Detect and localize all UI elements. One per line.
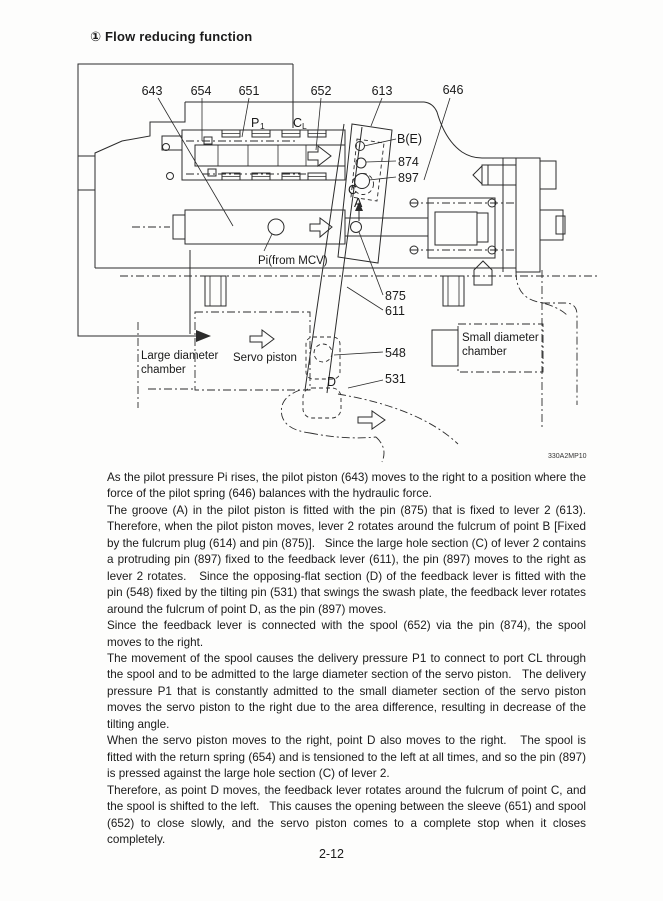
callout-643: 643 — [141, 84, 163, 98]
tilting-pin-531 — [303, 388, 341, 418]
callout-652: 652 — [310, 84, 332, 98]
callout-646: 646 — [442, 83, 464, 97]
port-labels — [251, 116, 307, 131]
paragraph-5: When the servo piston moves to the right, point D also moves to the right. The spool is fitted with the return spring (654) and is tensioned to the left at all times, and so the pin (897) is pressed against the large hole section (C) of lever 2. — [107, 734, 590, 781]
port-p1-label: P — [251, 116, 260, 130]
drawing-number: 330A2MP10 — [548, 453, 587, 460]
pin-548-area — [306, 337, 340, 379]
small-chamber-label-1: Small diameter — [462, 332, 539, 344]
page-number: 2-12 — [318, 847, 345, 861]
callout-654: 654 — [190, 84, 212, 98]
spool-flow-arrow — [308, 146, 331, 166]
swash-flow-arrow — [358, 411, 385, 429]
callout-651: 651 — [238, 84, 260, 98]
paragraph-3: Since the feedback lever is connected with the spool (652) via the pin (874), the spool moves to the right. — [107, 619, 590, 649]
callout-874: 874 — [398, 155, 419, 169]
paragraph-4: The movement of the spool causes the delivery pressure P1 to connect to port CL through the spool and to be admitted to the large diameter section of the servo piston. The delivery pressure P1 that is constantly admitted to the small diameter section of the servo piston moves the servo piston to the right due to the area difference, resulting in decrease of the tilting angle. — [107, 651, 590, 731]
large-chamber-label-1: Large diameter — [141, 350, 219, 362]
callout-be: B(E) — [397, 132, 422, 146]
callout-548: 548 — [385, 346, 406, 360]
servo-flow-arrow — [250, 330, 274, 348]
flange-bolts — [473, 161, 565, 285]
paragraph-6: Therefore, as point D moves, the feedback lever rotates around the fulcrum of point C, and the spool is shifted to the left. This causes the opening between the sleeve (651) and spool (652) to close slowly, and the servo piston comes to a complete stop when it closes completely. — [107, 783, 590, 846]
pump-body — [78, 102, 600, 430]
pilot-piston — [132, 210, 428, 251]
point-c-label: C — [348, 183, 358, 197]
port-p1-sub: 1 — [260, 121, 265, 131]
point-d-label: D — [327, 375, 337, 389]
body-bolts — [205, 276, 464, 306]
port-cl-sub: L — [302, 121, 307, 131]
large-chamber-label-2: chamber — [141, 364, 186, 376]
annotations — [141, 332, 587, 460]
servo-piston-label: Servo piston — [233, 352, 297, 364]
point-a-label: A — [354, 196, 363, 210]
callout-875: 875 — [385, 289, 406, 303]
callout-613: 613 — [371, 84, 393, 98]
callout-611: 611 — [385, 304, 405, 318]
lever-2 — [338, 124, 392, 263]
pi-from-mcv-label: Pi(from MCV) — [258, 255, 328, 267]
callout-531: 531 — [385, 372, 406, 386]
small-chamber-label-2: chamber — [462, 346, 507, 358]
page-title: ① Flow reducing function — [90, 29, 253, 44]
port-cl-label: C — [293, 116, 303, 130]
pilot-spring-housing — [410, 198, 516, 258]
paragraph-2: The groove (A) in the pilot piston is fitted with the pin (875) that is fixed to lever 2 (613). Therefore, when the pilot piston moves, lever 2 rotates around the fulcrum of point B [Fixed by the fulcrum plug (614) and pin (875)]. Since the large hole section (C) of lever 2 contains a protruding pin (897) fixed to the feedback lever (611), the pin (897) moves to the right as lever 2 rotates. Since the opposing-flat section (D) of the feedback lever is fitted with the pin (548) fixed by the tilting pin (531) that swings the swash plate, the feedback lever rotates around the fulcrum of point D, as the pin (897) moves. — [107, 503, 593, 616]
body-text — [107, 470, 593, 848]
paragraph-1: As the pilot pressure Pi rises, the pilot piston (643) moves to the right to a position where the force of the pilot spring (646) balances with the hydraulic force. — [107, 471, 590, 501]
callout-897: 897 — [398, 171, 419, 185]
